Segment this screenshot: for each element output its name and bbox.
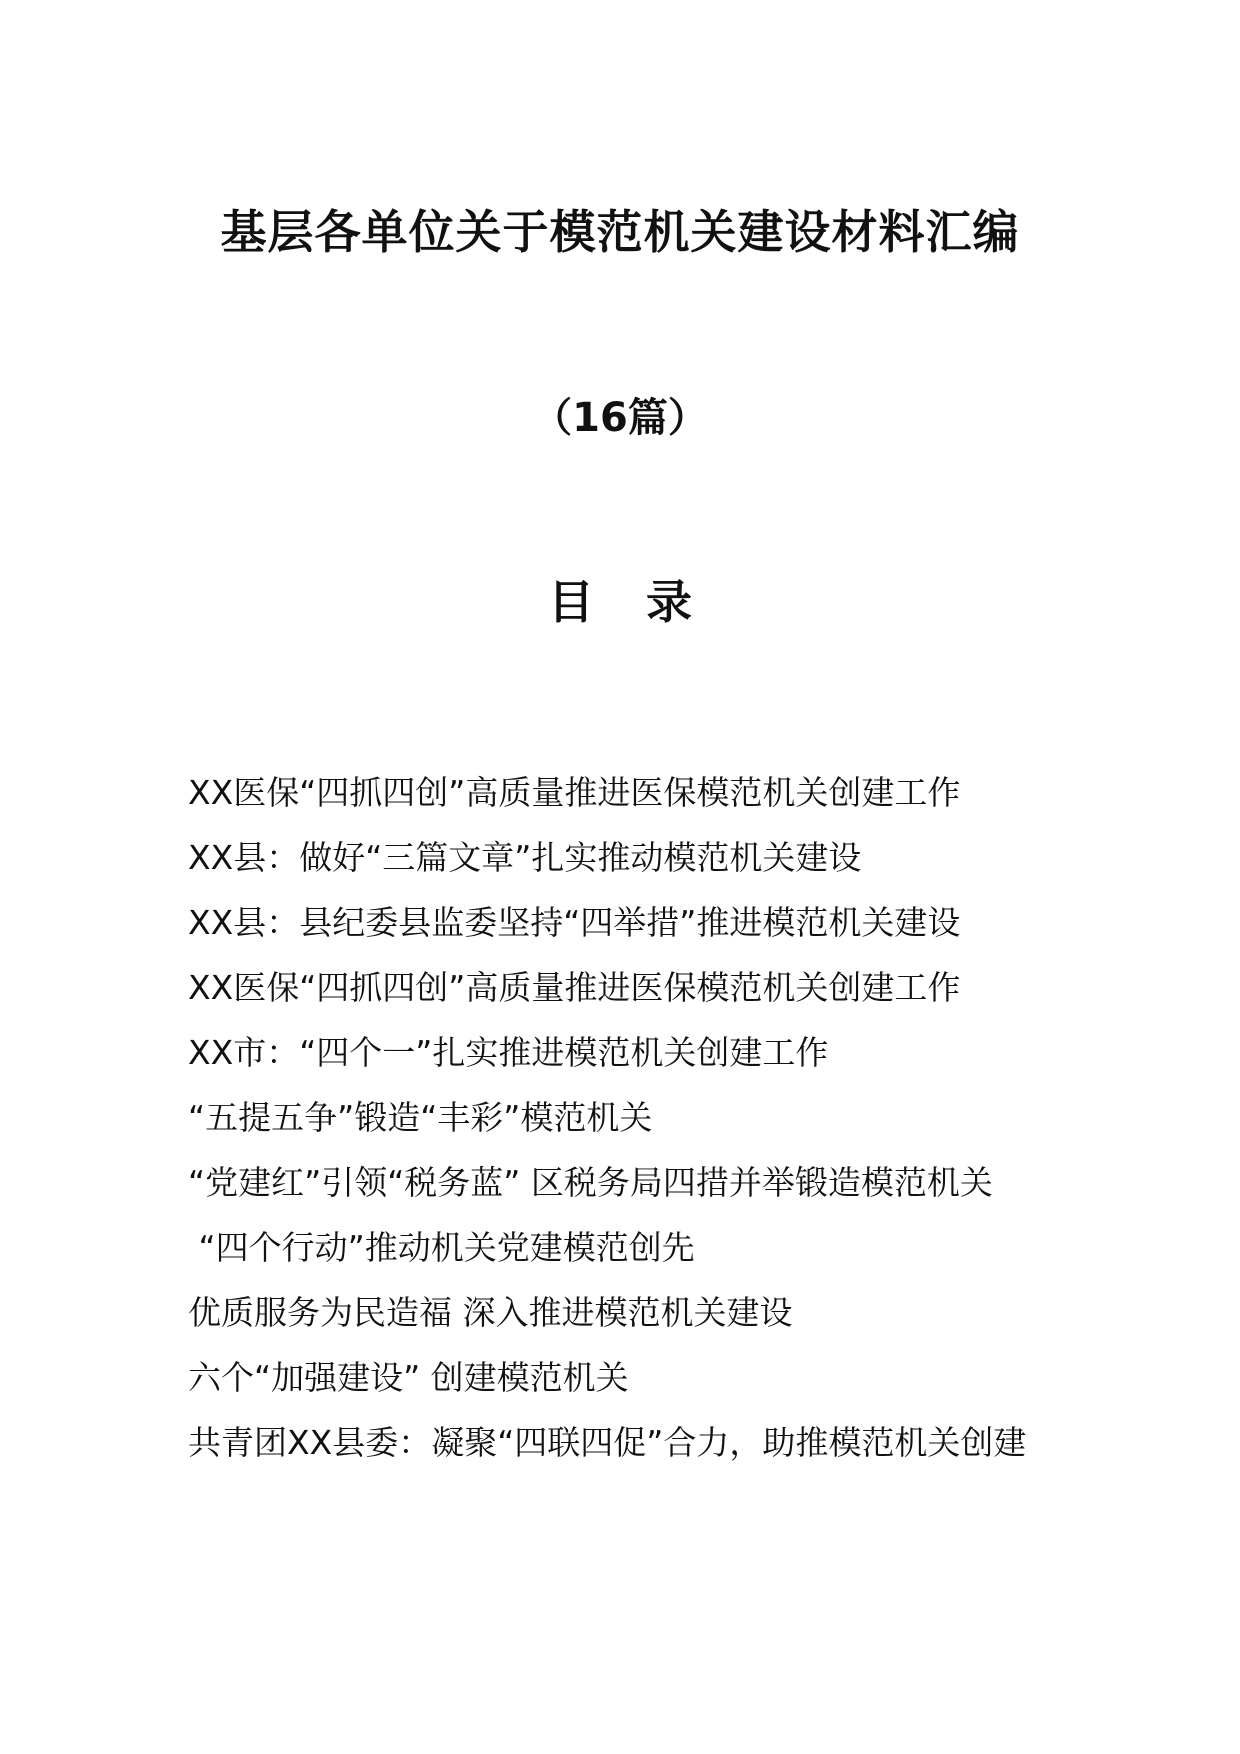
toc-item[interactable]: 优质服务为民造福 深入推进模范机关建设 bbox=[188, 1293, 793, 1332]
toc-item[interactable]: XX医保“四抓四创”高质量推进医保模范机关创建工作 bbox=[188, 968, 961, 1007]
table-of-contents bbox=[188, 760, 1068, 1475]
toc-item[interactable]: 六个“加强建设” 创建模范机关 bbox=[188, 1358, 629, 1397]
toc-heading: 目 录 bbox=[547, 575, 710, 629]
toc-item[interactable]: “四个行动”推动机关党建模范创先 bbox=[188, 1228, 695, 1267]
toc-item[interactable]: XX市：“四个一”扎实推进模范机关创建工作 bbox=[188, 1033, 829, 1072]
toc-item[interactable]: “五提五争”锻造“丰彩”模范机关 bbox=[188, 1098, 653, 1137]
toc-item[interactable]: “党建红”引领“税务蓝” 区税务局四措并举锻造模范机关 bbox=[188, 1163, 993, 1202]
toc-item[interactable]: XX医保“四抓四创”高质量推进医保模范机关创建工作 bbox=[188, 773, 961, 812]
document-title: 基层各单位关于模范机关建设材料汇编 bbox=[220, 205, 1020, 259]
toc-item[interactable]: XX县：做好“三篇文章”扎实推动模范机关建设 bbox=[188, 838, 862, 877]
toc-item[interactable]: 共青团XX县委：凝聚“四联四促”合力，助推模范机关创建 bbox=[188, 1423, 1027, 1462]
toc-item[interactable]: XX县：县纪委县监委坚持“四举措”推进模范机关建设 bbox=[188, 903, 961, 942]
document-subtitle: （16篇） bbox=[532, 395, 708, 441]
